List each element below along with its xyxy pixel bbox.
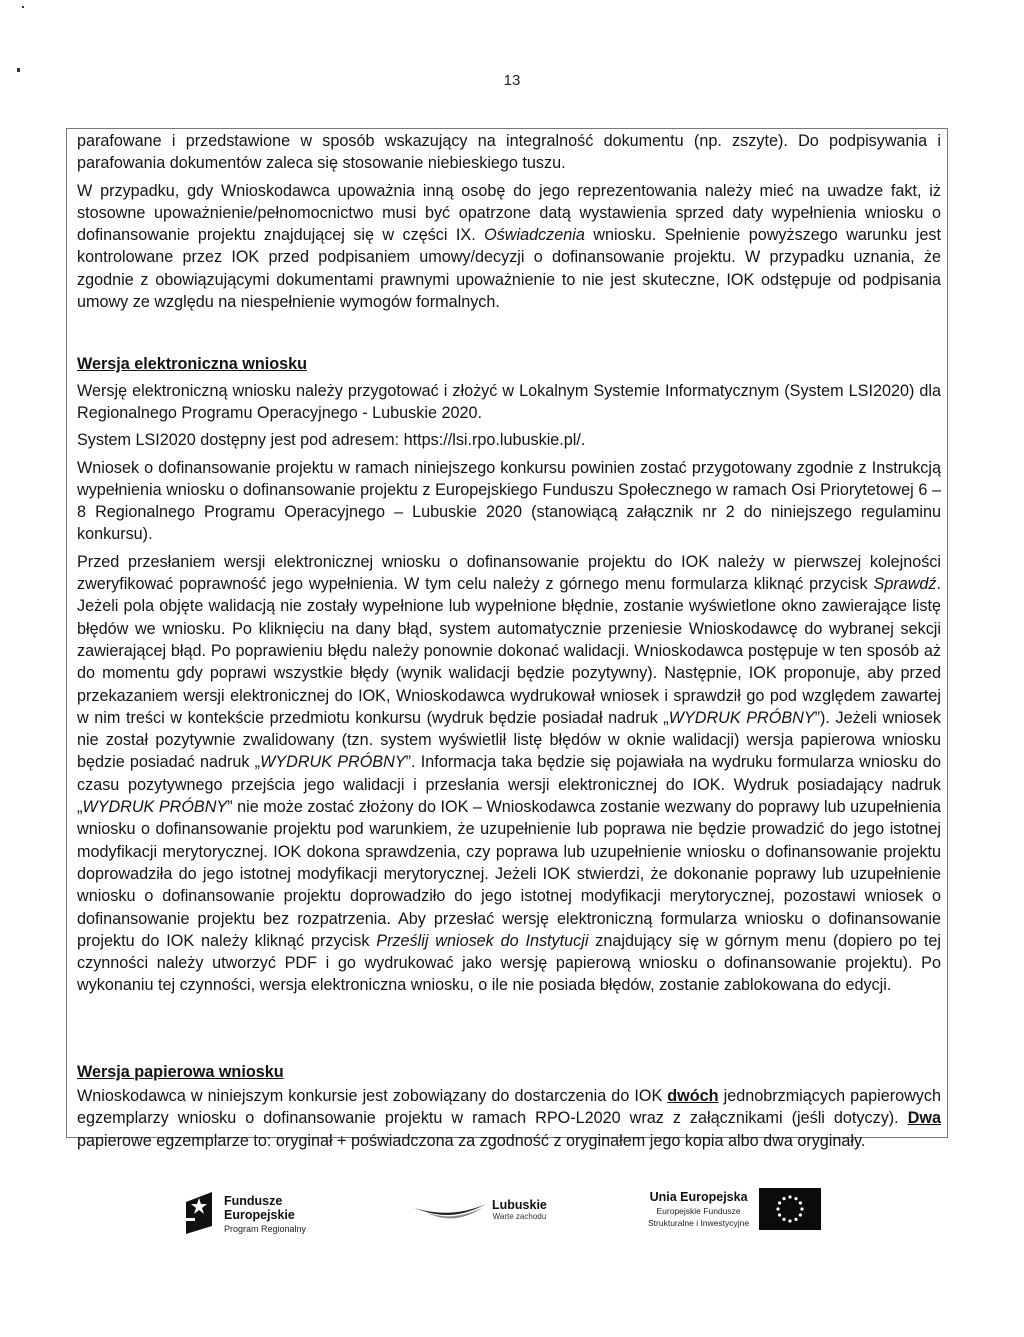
electronic-paragraph-2: System LSI2020 dostępny jest pod adresem: https://lsi.rpo.lubuskie.pl/. <box>77 431 586 450</box>
heading-electronic-version: Wersja elektroniczna wniosku <box>77 355 307 374</box>
fe-line-2: Europejskie <box>224 1207 295 1222</box>
fundusze-europejskie-logo <box>182 1188 306 1241</box>
document-body <box>77 130 941 1152</box>
ue-line-3: Strukturalne i Inwestycyjne <box>648 1217 750 1228</box>
lubuskie-line-2: Warte zachodu <box>492 1211 547 1221</box>
emphasis-sprawdz: Sprawdź <box>873 575 937 594</box>
emphasis-wydruk-probny: WYDRUK PRÓBNY <box>82 798 228 817</box>
electronic-paragraph-4: Przed przesłaniem wersji elektronicznej wniosku o dofinansowanie projektu do IOK należy w pierwszej kolejności zweryfikować poprawność jego wypełnienia. W tym celu należy z górnego menu formularza kliknąć przycisk Sprawdź. Jeżeli pola objęte walidacją nie zostały wypełnione lub wypełnione błędnie, zostanie wyświetlone okno zawierające listę błędów we wniosku. Po kliknięciu na dany błąd, system automatycznie przeniesie Wnioskodawcę do wybranej sekcji zawierającej błąd. Po poprawieniu błędu należy ponownie dokonać walidacji. Wnioskodawca postępuje w ten sposób aż do momentu gdy poprawi wszystkie błędy (wynik walidacji będzie pozytywny). Następnie, IOK proponuje, aby przed przekazaniem wersji elektronicznej do IOK, Wnioskodawca wydrukował wniosek i sprawdził go pod względem zawartej w nim treści w kontekście przedmiotu konkursu (wydruk będzie posiadał nadruk „WYDRUK PRÓBNY”). Jeżeli wniosek nie został pozytywnie zwalidowany (tzn. system wyświetlił listę błędów w oknie walidacji) wersja papierowa wniosku będzie posiadać nadruk „WYDRUK PRÓBNY”. Informacja taka będzie się pojawiała na wydruku formularza wniosku do czasu pozytywnego przejścia jego walidacji i przesłania wersji elektronicznej do IOK. Wydruk posiadający nadruk „WYDRUK PRÓBNY” nie może zostać złożony do IOK – Wnioskodawca zostanie wezwany do poprawy lub uzupełnienia wniosku o dofinansowanie projektu pod warunkiem, że uzupełnienie lub poprawa nie będzie prowadzić do jego istotnej modyfikacji merytorycznej. IOK dokona sprawdzenia, czy poprawa lub uzupełnienie wniosku o dofinansowanie projektu doprowadziła do jego istotnej modyfikacji merytorycznej. Jeżeli IOK stwierdzi, że dokonanie poprawy lub uzupełnienie wniosku o dofinansowanie projektu doprowadziło do jego istotnej modyfikacji merytorycznej, pozostawi wniosek o dofinansowanie projektu bez rozpatrzenia. Aby przesłać wersję elektroniczną formularza wniosku o dofinansowanie projektu do IOK należy kliknąć przycisk Prześlij wniosek do Instytucji znajdujący się w górnym menu (dopiero po tej czynności należy utworzyć PDF i go wydrukować jako wersję papierową wniosku o dofinansowanie projektu). Po wykonaniu tej czynności, wersja elektroniczna wniosku, o ile nie posiada błędów, zostanie zablokowana do edycji. <box>77 552 941 995</box>
eu-flag-icon <box>759 1188 821 1230</box>
fe-line-1: Fundusze <box>224 1193 283 1208</box>
paper-paragraph-1: Wnioskodawca w niniejszym konkursie jest zobowiązany do dostarczenia do IOK dwóch jednobrzmiących papierowych egzemplarzy wniosku o dofinansowanie projektu w ramach RPO-L2020 wraz z załącznikami (jeśli dotyczy). Dwa papierowe egzemplarze to: oryginał + poświadczona za zgodność z oryginałem jego kopia albo dwa oryginały. <box>77 1086 941 1150</box>
scan-speck <box>22 6 24 8</box>
emphasis-dwoch: dwóch <box>667 1086 719 1105</box>
lubuskie-logo <box>412 1190 547 1231</box>
electronic-paragraph-1: Wersję elektroniczną wniosku należy przygotować i złożyć w Lokalnym Systemie Informatycznym (System LSI2020) dla Regionalnego Programu Operacyjnego - Lubuskie 2020. <box>77 381 941 422</box>
emphasis-przeslij-wniosek: Prześlij wniosek do Instytucji <box>376 931 589 950</box>
ue-line-2: Europejskie Fundusze <box>656 1205 741 1216</box>
intro-paragraph-2: W przypadku, gdy Wnioskodawca upoważnia inną osobę do jego reprezentowania należy mieć na uwadze fakt, iż stosowne upoważnienie/pełnomocnictwo musi być opatrzone datą wystawienia sprzed daty wypełnienia wniosku o dofinansowanie projektu znajdującej się w części IX. Oświadczenia wniosku. Spełnienie powyższego warunku jest kontrolowane przez IOK przed podpisaniem umowy/decyzji o dofinansowanie projektu. W przypadku uznania, że zgodnie z obowiązującymi dokumentami prawnymi upoważnienie to nie jest skuteczne, IOK odstępuje od podpisania umowy ze względu na niespełnienie wymogów formalnych. <box>77 181 941 312</box>
heading-paper-version: Wersja papierowa wniosku <box>77 1062 284 1081</box>
intro-paragraph-1: parafowane i przedstawione w sposób wskazujący na integralność dokumentu (np. zszyte). Do podpisywania i parafowania dokumentów zaleca się stosowanie niebieskiego tuszu. <box>77 132 941 173</box>
fe-line-3: Program Regionalny <box>224 1223 307 1234</box>
frame-top-border <box>66 128 948 129</box>
fe-star-flag-icon <box>182 1188 216 1241</box>
electronic-paragraph-3: Wniosek o dofinansowanie projektu w ramach niniejszego konkursu powinien zostać przygotowany zgodnie z Instrukcją wypełnienia wniosku o dofinansowanie projektu z Europejskiego Funduszu Społecznego w ramach Osi Priorytetowej 6 – 8 Regionalnego Programu Operacyjnego – Lubuskie 2020 (stanowiącą załącznik nr 2 do niniejszego regulaminu konkursu). <box>77 458 941 544</box>
ue-line-1: Unia Europejska <box>649 1189 748 1204</box>
emphasis-wydruk-probny: WYDRUK PRÓBNY <box>668 708 815 727</box>
emphasis-dwa: Dwa <box>907 1109 941 1128</box>
emphasis-oswiadczenia: Oświadczenia <box>484 226 585 245</box>
emphasis-wydruk-probny: WYDRUK PRÓBNY <box>260 753 406 772</box>
lubuskie-line-1: Lubuskie <box>492 1197 547 1212</box>
footer-logos <box>0 1178 1024 1248</box>
lubuskie-swoosh-icon <box>412 1190 488 1231</box>
page-number: 13 <box>503 72 521 89</box>
unia-europejska-logo <box>648 1188 821 1230</box>
